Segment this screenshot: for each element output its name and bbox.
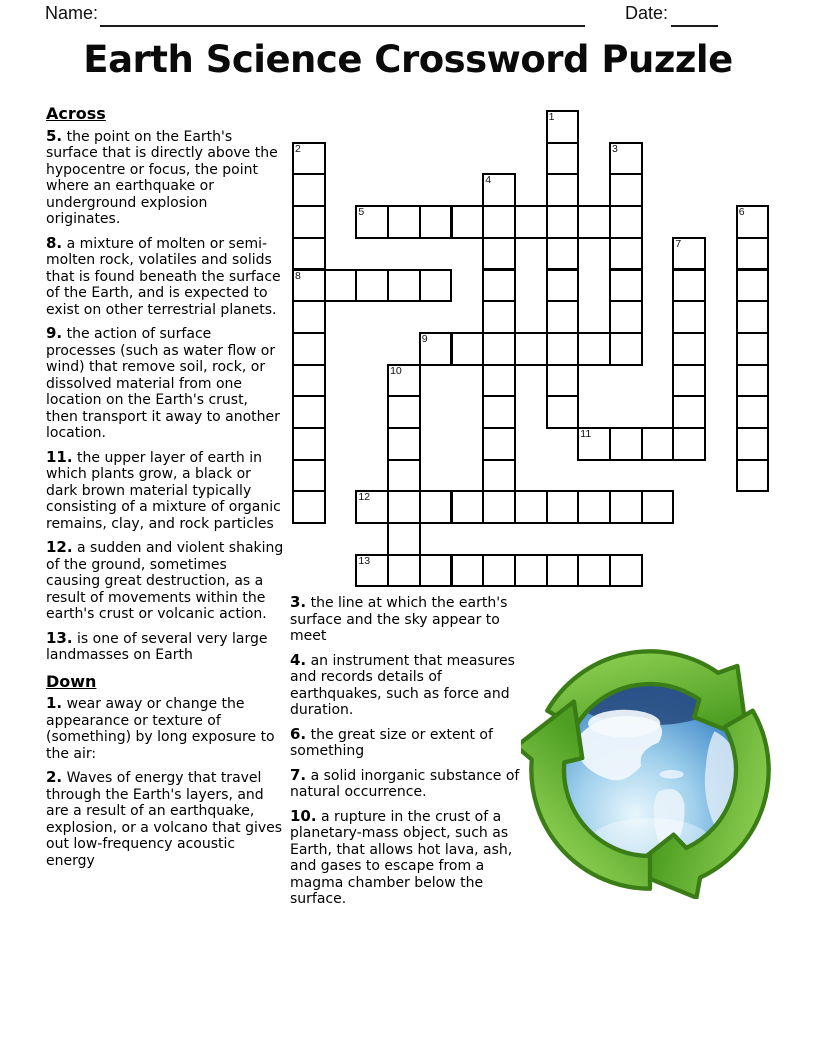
grid-cell[interactable] [577, 490, 611, 524]
grid-cell[interactable] [736, 427, 770, 461]
cell-number: 12 [358, 491, 371, 504]
grid-cell[interactable] [672, 427, 706, 461]
date-field-line[interactable] [671, 3, 718, 27]
grid-cell-12[interactable] [355, 490, 389, 524]
grid-cell[interactable] [546, 332, 580, 366]
grid-cell[interactable] [419, 269, 453, 303]
grid-cell[interactable] [641, 427, 675, 461]
grid-cell[interactable] [482, 459, 516, 493]
grid-cell-7[interactable] [672, 237, 706, 271]
grid-cell[interactable] [482, 205, 516, 239]
grid-cell[interactable] [609, 205, 643, 239]
grid-cell-9[interactable] [419, 332, 453, 366]
grid-cell[interactable] [292, 300, 326, 334]
grid-cell[interactable] [736, 269, 770, 303]
grid-cell[interactable] [609, 427, 643, 461]
grid-cell[interactable] [672, 300, 706, 334]
cell-number: 7 [675, 237, 682, 250]
cell-number: 5 [358, 206, 365, 219]
grid-cell[interactable] [736, 332, 770, 366]
grid-cell[interactable] [482, 300, 516, 334]
grid-cell[interactable] [546, 364, 580, 398]
grid-cell[interactable] [292, 395, 326, 429]
grid-cell[interactable] [736, 364, 770, 398]
grid-cell[interactable] [482, 332, 516, 366]
grid-cell-10[interactable] [387, 364, 421, 398]
grid-cell[interactable] [514, 554, 548, 588]
grid-cell[interactable] [609, 554, 643, 588]
grid-cell[interactable] [355, 269, 389, 303]
cell-number: 1 [548, 111, 555, 123]
grid-cell[interactable] [514, 205, 548, 239]
grid-cell-6[interactable] [736, 205, 770, 239]
grid-cell-4[interactable] [482, 173, 516, 207]
grid-cell[interactable] [577, 205, 611, 239]
grid-cell[interactable] [482, 395, 516, 429]
grid-cell[interactable] [546, 554, 580, 588]
grid-cell[interactable] [482, 427, 516, 461]
grid-cell[interactable] [419, 490, 453, 524]
grid-cell[interactable] [451, 205, 485, 239]
clue-across-12: 12. a sudden and violent shaking of the ground, sometimes causing great destruction, as a result of movements within the earth's crust or volcanic action. [46, 538, 284, 622]
grid-cell[interactable] [292, 459, 326, 493]
grid-cell[interactable] [546, 269, 580, 303]
grid-cell[interactable] [609, 332, 643, 366]
grid-cell[interactable] [482, 364, 516, 398]
cell-number: 6 [738, 206, 745, 219]
crossword-grid[interactable] [292, 110, 770, 588]
grid-cell[interactable] [736, 459, 770, 493]
cell-number: 8 [295, 269, 301, 282]
grid-cell-11[interactable] [577, 427, 611, 461]
grid-cell[interactable] [672, 332, 706, 366]
cell-number: 10 [390, 364, 402, 377]
grid-cell[interactable] [546, 205, 580, 239]
grid-cell[interactable] [609, 300, 643, 334]
grid-cell[interactable] [641, 490, 675, 524]
name-label: Name: [45, 3, 99, 23]
grid-cell[interactable] [419, 554, 453, 588]
grid-cell[interactable] [546, 300, 580, 334]
grid-cell[interactable] [451, 332, 485, 366]
grid-cell-5[interactable] [355, 205, 389, 239]
grid-cell[interactable] [609, 269, 643, 303]
grid-cell[interactable] [387, 490, 421, 524]
clue-across-8: 8. a mixture of molten or semi-molten rock, volatiles and solids that is found beneath the surface of the Earth, and is expected to exist on other terrestrial planets. [46, 233, 281, 318]
grid-cell[interactable] [292, 205, 326, 239]
grid-cell[interactable] [451, 490, 485, 524]
clue-across-11: 11. the upper layer of earth in which plants grow, a black or dark brown material typically consisting of a mixture of organic remains, clay, and rock particles [46, 447, 281, 532]
grid-cell[interactable] [672, 395, 706, 429]
clue-down-7: 7. a solid inorganic substance of natural occurrence. [290, 765, 520, 800]
grid-cell[interactable] [292, 332, 326, 366]
grid-cell[interactable] [736, 237, 770, 271]
across-heading: Across [46, 104, 106, 123]
clue-across-13: 13. is one of several very large landmasses on Earth [46, 628, 268, 663]
grid-cell[interactable] [577, 332, 611, 366]
across-clues-column [46, 106, 284, 876]
grid-cell[interactable] [451, 554, 485, 588]
grid-cell-1[interactable] [546, 110, 580, 144]
grid-cell[interactable] [514, 332, 548, 366]
date-label: Date: [625, 3, 669, 23]
earth-recycle-svg [521, 641, 779, 899]
grid-cell[interactable] [387, 522, 421, 556]
grid-cell[interactable] [292, 490, 326, 524]
grid-cell[interactable] [324, 269, 358, 303]
cell-number: 9 [421, 332, 428, 345]
grid-cell[interactable] [387, 269, 421, 303]
page-title: Earth Science Crossword Puzzle [83, 38, 733, 81]
grid-cell[interactable] [482, 269, 516, 303]
earth-recycle-image [521, 641, 779, 899]
clue-down-3: 3. the line at which the earth's surface and the sky appear to meet [290, 593, 508, 644]
grid-cell[interactable] [609, 173, 643, 207]
grid-cell[interactable] [387, 554, 421, 588]
grid-cell[interactable] [292, 237, 326, 271]
cell-number: 4 [485, 174, 492, 187]
grid-cell[interactable] [292, 364, 326, 398]
grid-cell[interactable] [546, 173, 580, 207]
grid-cell[interactable] [546, 142, 580, 176]
clue-across-5: 5. the point on the Earth's surface that is directly above the hypocentre or focus, the point where an earthquake or underground explosion originates. [46, 126, 278, 227]
grid-cell[interactable] [419, 205, 453, 239]
grid-cell[interactable] [736, 300, 770, 334]
grid-cell-13[interactable] [355, 554, 389, 588]
grid-cell[interactable] [546, 395, 580, 429]
name-field-line[interactable] [100, 3, 585, 27]
grid-cell-3[interactable] [609, 142, 643, 176]
grid-cell[interactable] [672, 269, 706, 303]
clue-down-2: 2. Waves of energy that travel through the Earth's layers, and are a result of an earthquake, explosion, or a volcano that gives out low-frequency acoustic energy [46, 768, 283, 869]
grid-cell[interactable] [546, 490, 580, 524]
cell-number: 2 [295, 142, 301, 155]
cell-number: 11 [580, 428, 592, 440]
grid-cell[interactable] [482, 490, 516, 524]
grid-cell[interactable] [577, 554, 611, 588]
grid-cell[interactable] [609, 490, 643, 524]
grid-cell[interactable] [387, 427, 421, 461]
clue-down-10: 10. a rupture in the crust of a planetary-mass object, such as Earth, that allows hot lava, ash, and gases to escape from a magma chamber below the surface. [290, 806, 513, 907]
cell-number: 13 [358, 554, 371, 567]
grid-cell-8[interactable] [292, 269, 326, 303]
grid-cell[interactable] [514, 490, 548, 524]
clue-down-6: 6. the great size or extent of something [290, 724, 493, 759]
grid-cell[interactable] [672, 364, 706, 398]
grid-cell[interactable] [292, 173, 326, 207]
grid-cell[interactable] [292, 427, 326, 461]
grid-cell[interactable] [387, 395, 421, 429]
clue-down-4: 4. an instrument that measures and records details of earthquakes, such as force and duration. [290, 650, 515, 718]
clue-down-1: 1. wear away or change the appearance or texture of (something) by long exposure to the air: [46, 694, 275, 762]
grid-cell[interactable] [609, 237, 643, 271]
grid-cell[interactable] [736, 395, 770, 429]
grid-cell[interactable] [546, 237, 580, 271]
down-heading: Down [46, 671, 97, 691]
clue-across-9: 9. the action of surface processes (such as water flow or wind) that remove soil, rock, or dissolved material from one location on the Earth's crust, then transport it away to another location. [46, 324, 280, 441]
cell-number: 3 [612, 142, 618, 155]
grid-cell-2[interactable] [292, 142, 326, 176]
grid-cell[interactable] [482, 237, 516, 271]
down-clues-column [290, 594, 536, 915]
grid-cell[interactable] [387, 205, 421, 239]
grid-cell[interactable] [387, 459, 421, 493]
grid-cell[interactable] [482, 554, 516, 588]
